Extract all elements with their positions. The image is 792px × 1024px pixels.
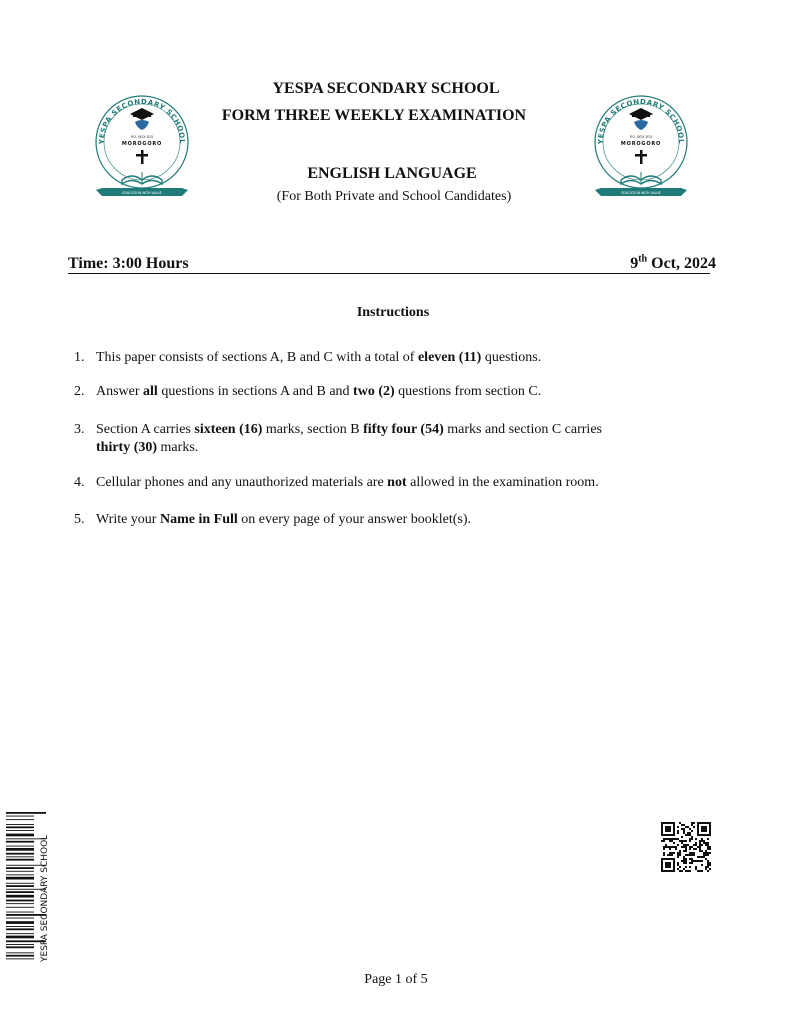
instruction-text: Cellular phones and any unauthorized materials are (96, 475, 388, 490)
exam-title: FORM THREE WEEKLY EXAMINATION (221, 107, 527, 124)
instruction-text: marks and section C carries (443, 422, 602, 437)
instruction-number: 1. (74, 350, 85, 365)
logo-motto: EDUCATION WITH VALUE (122, 191, 162, 195)
logo-motto: EDUCATION WITH VALUE (621, 191, 661, 195)
instruction-text: on every page of your answer booklet(s). (237, 512, 472, 527)
candidates-note: (For Both Private and School Candidates) (276, 189, 512, 204)
instruction-text: questions. (481, 350, 542, 365)
instruction-text: Section A carries (96, 422, 195, 437)
instructions-title: Instructions (356, 305, 430, 320)
page-number: Page 1 of 5 (364, 972, 428, 987)
school-name: YESPA SECONDARY SCHOOL (272, 80, 500, 97)
instruction-number: 3. (74, 422, 85, 437)
instruction-item (70, 383, 610, 401)
instruction-text: questions in sections A and B and (157, 384, 354, 399)
time-allowed: Time: 3:00 Hours (68, 255, 189, 272)
instruction-emphasis: fifty four (54) (363, 422, 444, 437)
barcode-text: YESPA SECONDARY SCHOOL (40, 834, 50, 962)
instruction-text: Answer (96, 384, 144, 399)
instruction-emphasis: sixteen (16) (194, 422, 263, 437)
logo-town: MOROGORO (121, 141, 163, 147)
instruction-emphasis: eleven (11) (417, 350, 482, 365)
qr-code-icon (661, 822, 711, 872)
instruction-item (70, 511, 610, 529)
logo-arc-text: YESPA SECONDARY SCHOOL (596, 97, 686, 145)
logo-town: MOROGORO (620, 141, 662, 147)
instruction-text: questions from section C. (394, 384, 542, 399)
time-date-row (68, 255, 716, 275)
instruction-item (70, 474, 610, 492)
instructions-list (70, 349, 610, 529)
underline-rule (68, 273, 710, 274)
instruction-emphasis: two (2) (353, 384, 395, 399)
instruction-emphasis: thirty (30) (96, 440, 158, 455)
logo-po-box: P.O. BOX 815 (629, 135, 653, 139)
instruction-number: 5. (74, 512, 85, 527)
instruction-emphasis: Name in Full (159, 512, 238, 527)
instruction-text: marks, section B (262, 422, 364, 437)
instruction-emphasis: not (387, 475, 407, 490)
instruction-text: This paper consists of sections A, B and C with a total of (96, 350, 418, 365)
instruction-text: Write your (96, 512, 160, 527)
instruction-number: 4. (74, 475, 85, 490)
instruction-emphasis: all (143, 384, 158, 399)
instruction-text: marks. (157, 440, 199, 455)
barcode-icon (6, 810, 48, 964)
instruction-item (70, 421, 610, 457)
logo-po-box: P.O. BOX 815 (130, 135, 154, 139)
logo-arc-text: YESPA SECONDARY SCHOOL (97, 97, 187, 145)
instruction-number: 2. (74, 384, 85, 399)
exam-date: 9th Oct, 2024 (630, 253, 716, 272)
instruction-text: allowed in the examination room. (406, 475, 599, 490)
instruction-item (70, 349, 610, 367)
subject-title: ENGLISH LANGUAGE (307, 165, 477, 182)
